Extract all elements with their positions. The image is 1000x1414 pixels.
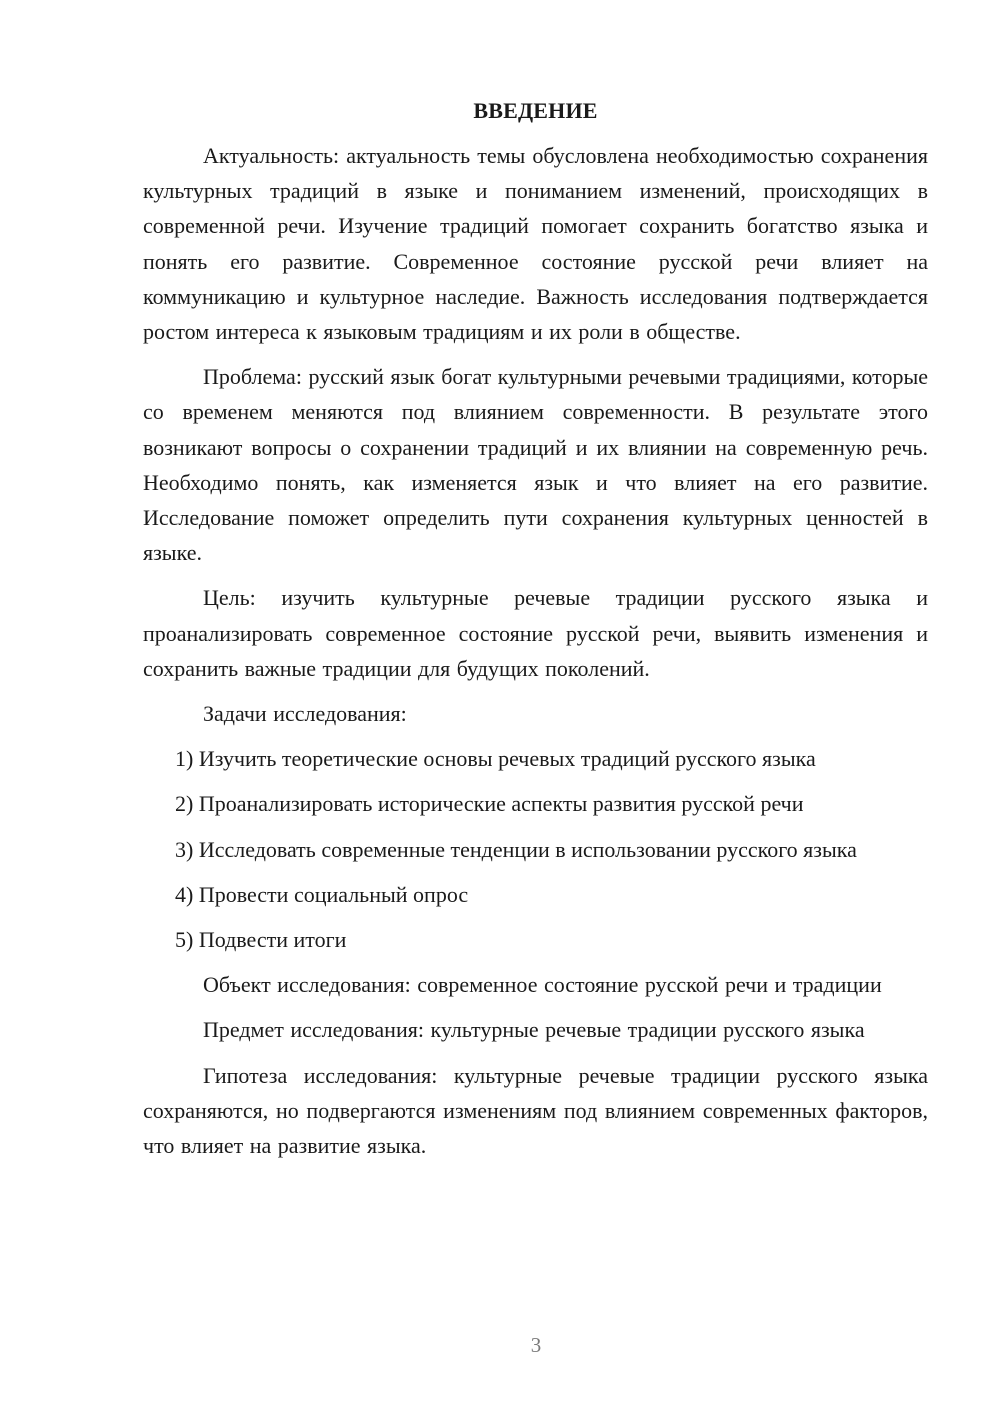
task-item-2: 2) Проанализировать исторические аспекты развития русской речи [175,791,804,817]
hypothesis-paragraph: Гипотеза исследования: культурные речевые традиции русского языка сохраняются, но подвергаются изменениям под влиянием современных факторов, что влияет на развитие языка. [143,1062,928,1159]
object-paragraph: Объект исследования: современное состояние русской речи и традиции [203,972,882,998]
page-content [143,96,928,1173]
task-item-1: 1) Изучить теоретические основы речевых традиций русского языка [175,746,816,772]
goal-paragraph: Цель: изучить культурные речевые традиции русского языка и проанализировать современное состояние русской речи, выявить изменения и сохранить важные традиции для будущих поколений. [143,585,928,681]
section-heading: ВВЕДЕНИЕ [473,98,598,123]
task-item-5: 5) Подвести итоги [175,927,347,953]
problem-paragraph: Проблема: русский язык богат культурными речевыми традициями, которые со временем меняются под влиянием современности. В результате этого возникают вопросы о сохранении традиций и их влиянии на современную речь. Необходимо понять, как изменяется язык и что влияет на его развитие. Исследование поможет определить пути сохранения культурных ценностей в языке. [143,364,928,566]
subject-paragraph: Предмет исследования: культурные речевые традиции русского языка [203,1017,865,1043]
page-number: 3 [530,1333,542,1357]
tasks-title: Задачи исследования: [203,701,407,727]
task-item-4: 4) Провести социальный опрос [175,881,469,907]
relevance-paragraph: Актуальность: актуальность темы обусловлена необходимостью сохранения культурных традиций в языке и пониманием изменений, происходящих в современной речи. Изучение традиций помогает сохранить богатство языка и понять его развитие. Современное состояние русской речи влияет на коммуникацию и культурное наследие. Важность исследования подтверждается ростом интереса к языковым традициям и их роли в обществе. [143,143,928,345]
task-item-3: 3) Исследовать современные тенденции в использовании русского языка [175,836,857,862]
